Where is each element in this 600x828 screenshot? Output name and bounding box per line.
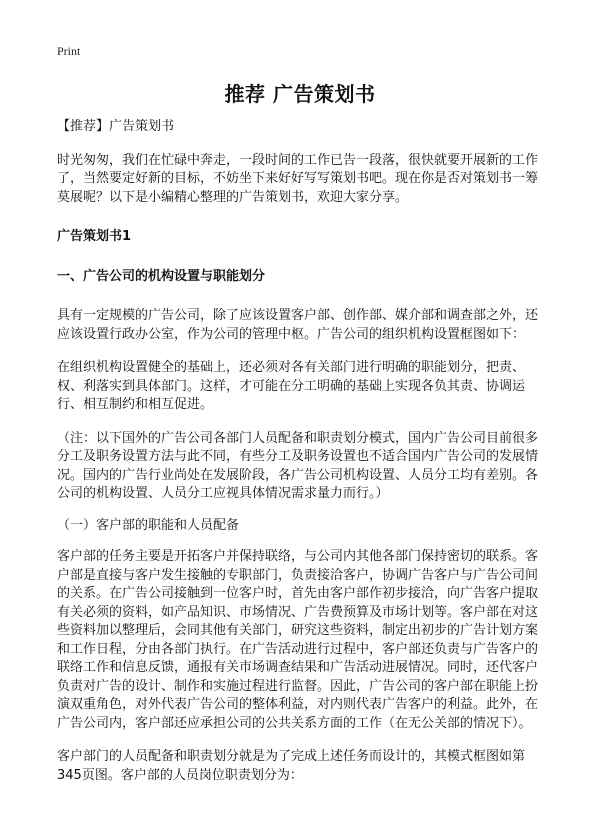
paragraph-org-setup: 具有一定规模的广告公司，除了应该设置客户部、创作部、媒介部和调查部之外，还应该设置行政办公室，作为公司的管理中枢。广告公司的组织机构设置框图如下： bbox=[57, 308, 539, 342]
print-link[interactable]: Print bbox=[57, 44, 81, 58]
intro-paragraph: 时光匆匆，我们在忙碌中奔走，一段时间的工作已告一段落，很快就要开展新的工作了，当然要定好新的目标，不妨坐下来好好写写策划书吧。现在你是否对策划书一筹莫展呢？以下是小编精心整理的广告策划书，欢迎大家分享。 bbox=[57, 152, 539, 205]
document-subtitle: 【推荐】广告策划书 bbox=[57, 119, 175, 134]
document-body bbox=[57, 118, 549, 800]
paragraph-client-dept-staffing: 客户部门的人员配备和职责划分就是为了完成上述任务而设计的，其模式框图如第345页图。客户部的人员岗位职责划分为： bbox=[57, 749, 526, 783]
heading-client-dept: （一）客户部的职能和人员配备 bbox=[57, 517, 240, 533]
page-title: 推荐 广告策划书 bbox=[224, 82, 376, 106]
paragraph-client-dept-tasks: 客户部的任务主要是开拓客户并保持联络，与公司内其他各部门保持密切的联系。客户部是直接与客户发生接触的专职部门，负责接洽客户，协调广告客户与广告公司间的关系。在广告公司接触到一位客户时，首先由客户部作初步接洽，向广告客户提取有关必须的资料，如产品知识、市场情况、广告费预算及市场计划等。客户部在对这些资料加以整理后，会同其他有关部门，研究这些资料，制定出初步的广告计划方案和工作日程，分由各部门执行。在广告活动进行过程中，客户部还负责与广告客户的联络工作和信息反馈，通报有关市场调查结果和广告活动进展情况。同时，还代客户负责对广告的设计、制作和实施过程进行监督。因此，广告公司的客户部在职能上扮演双重角色，对外代表广告公司的整体利益，对内则代表广告客户的利益。此外，在广告公司内，客户部还应承担公司的公共关系方面的工作（在无公关部的情况下）。 bbox=[57, 549, 539, 731]
note-paragraph: （注：以下国外的广告公司各部门人员配备和职责划分模式，国内广告公司目前很多分工及职务设置方法与此不同，有些分工及职务设置也不适合国内广告公司的发展情况。国内的广告行业尚处在发展阶段，各广告公司机构设置、人员分工均有差别。各公司的机构设置、人员分工应视具体情况需求量力而行。） bbox=[57, 430, 539, 501]
section-title: 广告策划书1 bbox=[57, 229, 132, 244]
heading-org-structure: 一、广告公司的机构设置与职能划分 bbox=[57, 268, 266, 284]
paragraph-division-of-duties: 在组织机构设置健全的基础上，还必须对各有关部门进行明确的职能划分，把责、权、利落实到具体部门。这样，才可能在分工明确的基础上实现各负其责、协调运行、相互制约和相互促进。 bbox=[57, 360, 526, 412]
